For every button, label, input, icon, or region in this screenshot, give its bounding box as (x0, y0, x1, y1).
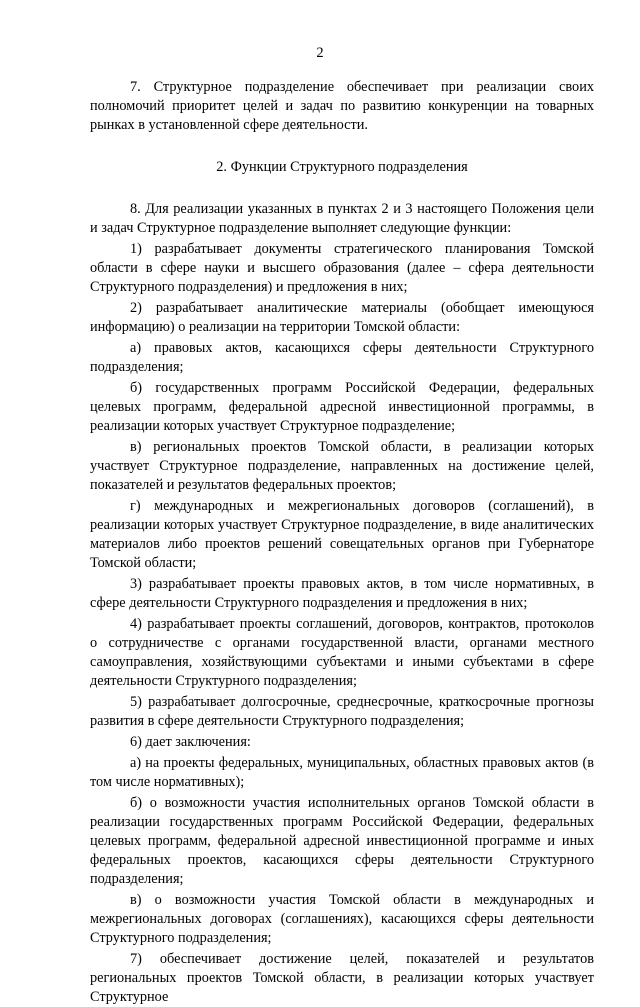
paragraph-7: 7. Структурное подразделение обеспечивает при реализации своих полномочий приоритет целей и задач по развитию конкуренции на товарных рынках в установленной сфере деятельности. (90, 79, 594, 133)
paragraph: а) на проекты федеральных, муниципальных, областных правовых актов (в том числе нормативных); (90, 755, 594, 790)
paragraph: 2) разрабатывает аналитические материалы (обобщает имеющуюся информацию) о реализации на территории Томской области: (90, 300, 594, 335)
paragraph: г) международных и межрегиональных договоров (соглашений), в реализации которых участвует Структурное подразделение, в виде аналитических материалов либо проектов решений совещательных органов при Губернаторе Томской области; (90, 498, 594, 571)
paragraph: а) правовых актов, касающихся сферы деятельности Структурного подразделения; (90, 340, 594, 375)
paragraph: 4) разрабатывает проекты соглашений, договоров, контрактов, протоколов о сотрудничестве с органами государственной власти, органами местного самоуправления, хозяйствующими субъектами и иными субъектами в сфере деятельности Структурного подразделения; (90, 616, 594, 689)
document-body (90, 78, 594, 1007)
section-title: 2. Функции Структурного подразделения (216, 159, 468, 175)
paragraph: в) о возможности участия Томской области в международных и межрегиональных договорах (соглашениях), касающихся сферы деятельности Структурного подразделения; (90, 892, 594, 946)
paragraph: 5) разрабатывает долгосрочные, среднесрочные, краткосрочные прогнозы развития в сфере деятельности Структурного подразделения; (90, 694, 594, 729)
paragraph: 7) обеспечивает достижение целей, показателей и результатов региональных проектов Томской области, в реализации которых участвует Структурное (90, 951, 594, 1005)
paragraph: в) региональных проектов Томской области, в реализации которых участвует Структурное подразделение, направленных на достижение целей, показателей и результатов федеральных проектов; (90, 439, 594, 493)
paragraph: 1) разрабатывает документы стратегического планирования Томской области в сфере науки и высшего образования (далее – сфера деятельности Структурного подразделения) и предложения в них; (90, 241, 594, 295)
paragraph: 8. Для реализации указанных в пунктах 2 и 3 настоящего Положения цели и задач Структурное подразделение выполняет следующие функции: (90, 201, 594, 236)
paragraph: 3) разрабатывает проекты правовых актов, в том числе нормативных, в сфере деятельности Структурного подразделения и предложения в них; (90, 576, 594, 611)
page-number: 2 (316, 45, 324, 61)
paragraph: 6) дает заключения: (130, 734, 251, 750)
paragraph: б) государственных программ Российской Федерации, федеральных целевых программ, федеральной адресной инвестиционной программы, в реализации которых участвует Структурное подразделение; (90, 380, 594, 434)
paragraph: б) о возможности участия исполнительных органов Томской области в реализации государственных программ Российской Федерации, федеральных целевых программ, федеральной адресной инвестиционной программе и иных федеральных проектов, касающихся сферы деятельности Структурного подразделения; (90, 795, 594, 887)
